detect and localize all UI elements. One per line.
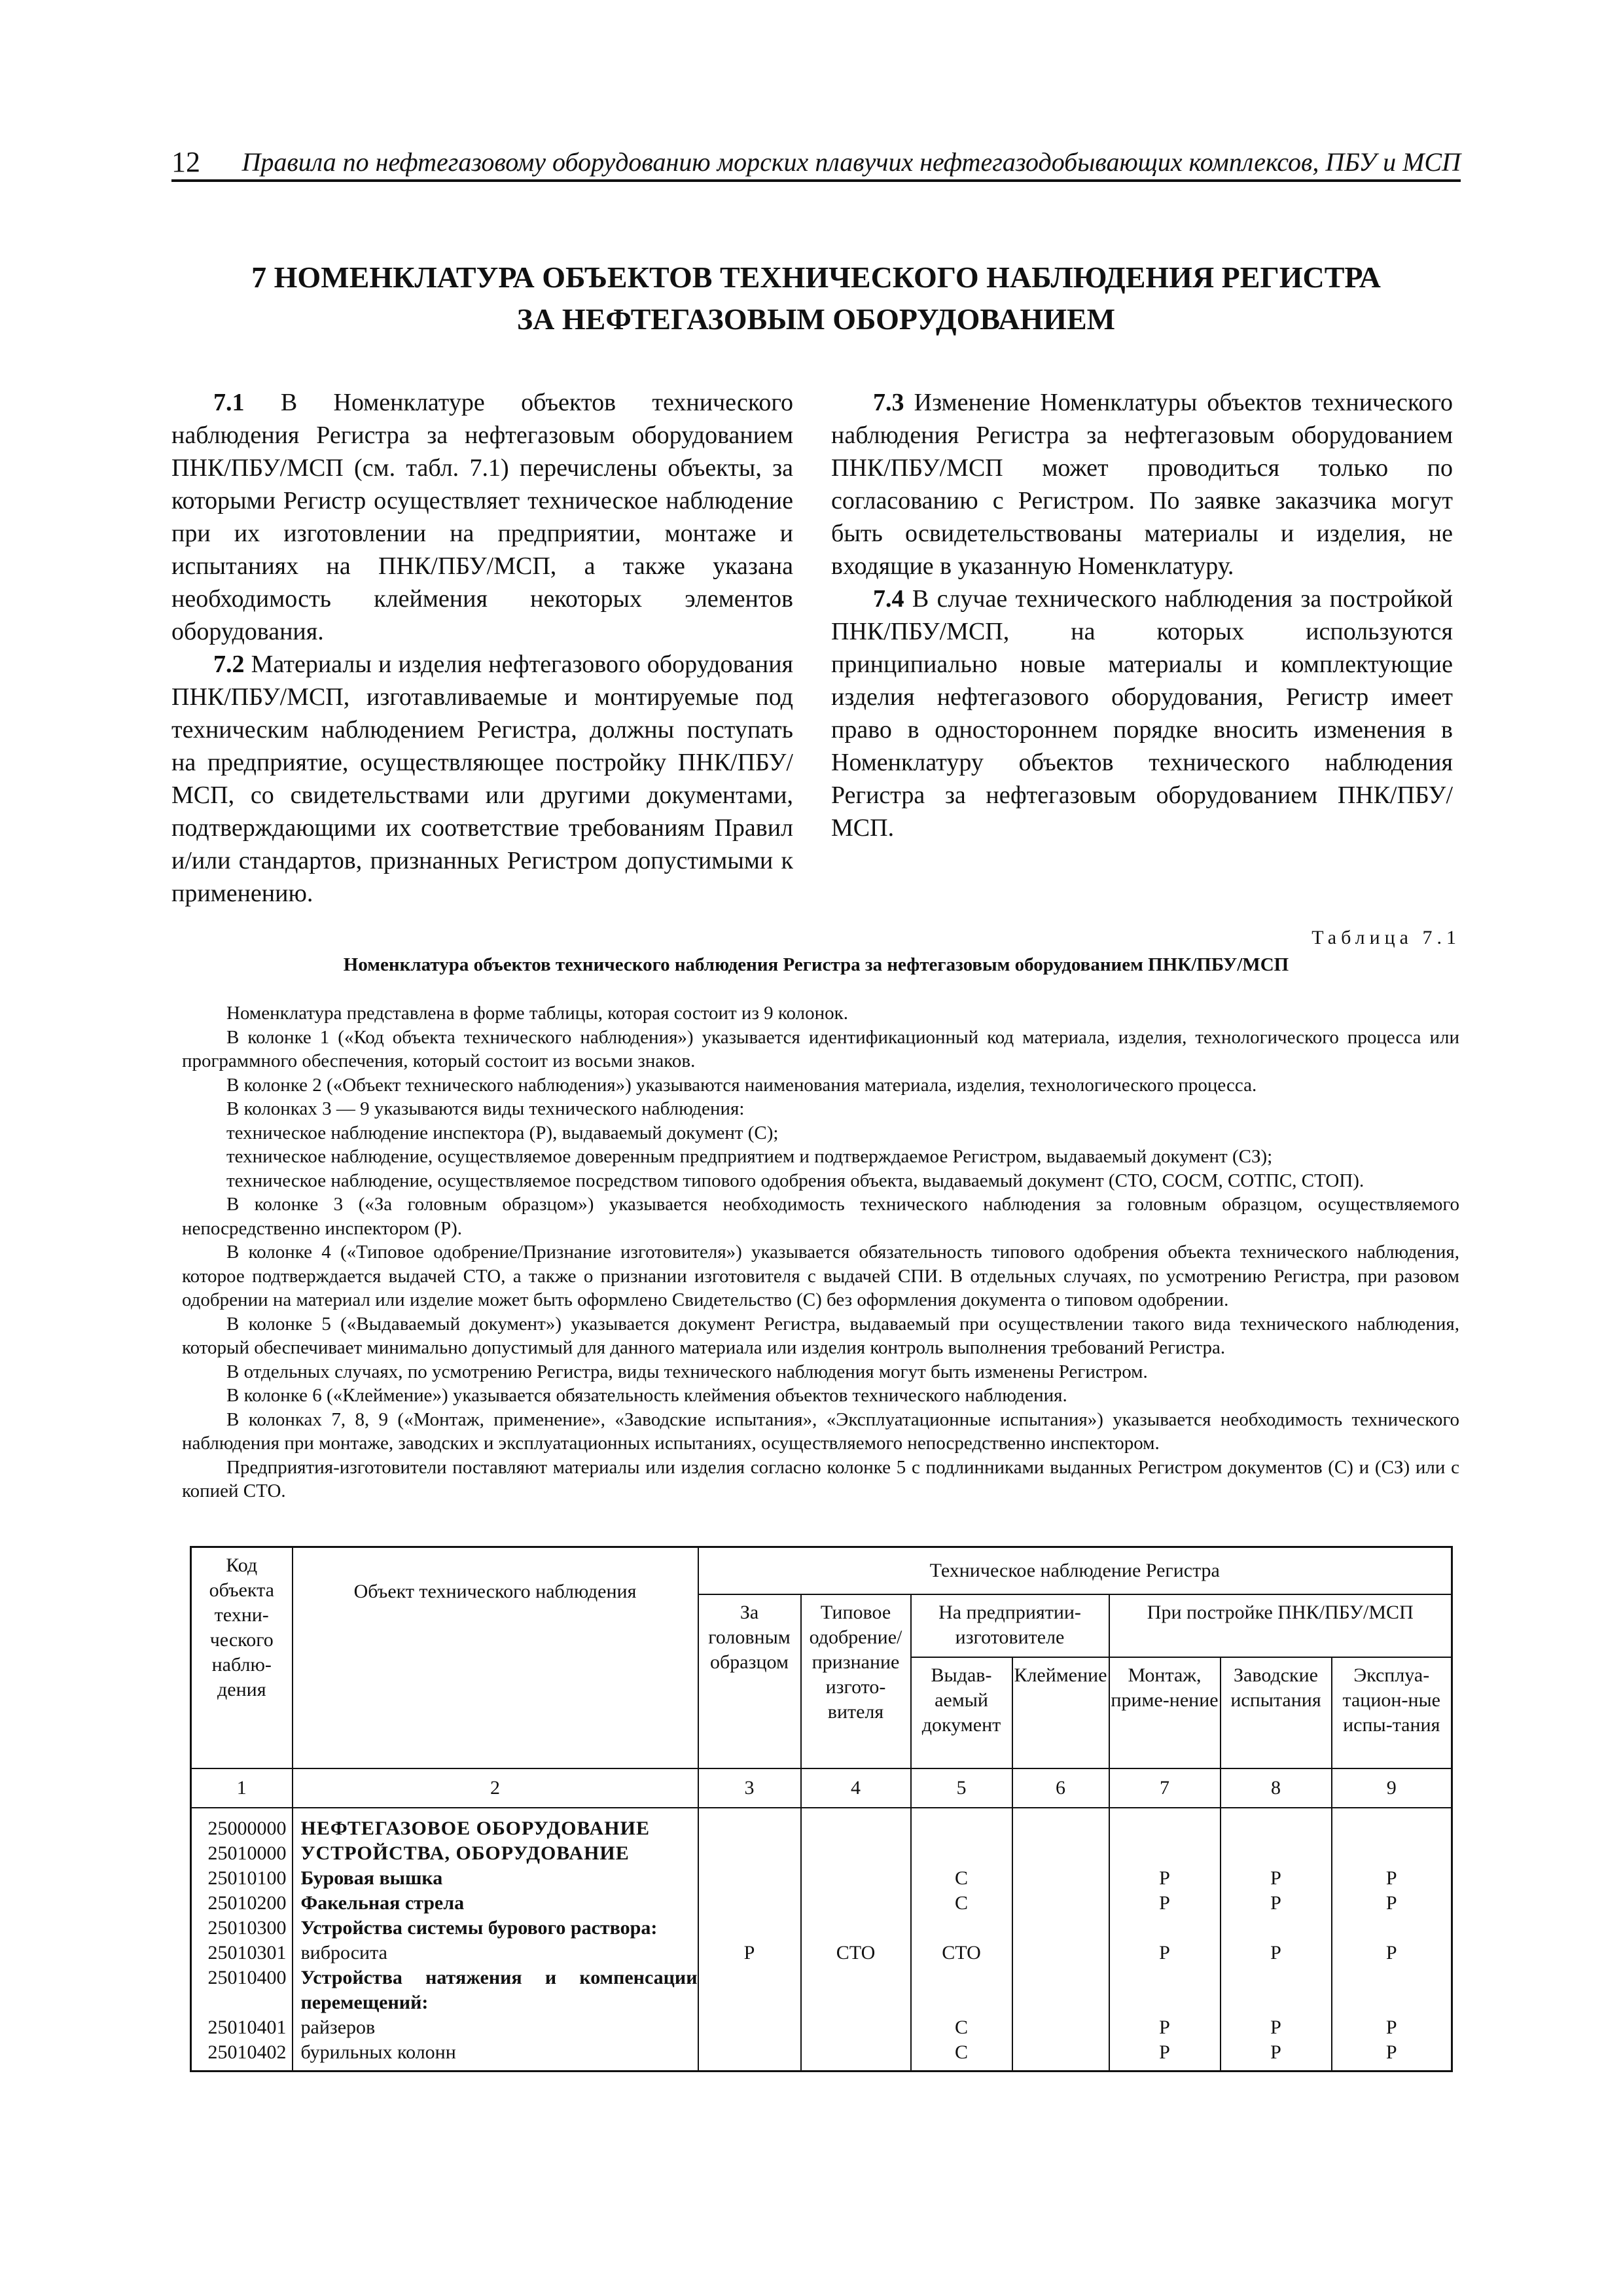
row-name: Устройства системы бурового раствора: [300,1916,658,1939]
note-line: В колонке 5 («Выдаваемый документ») указывается документ Регистра, выдаваемый при осуществлении такого вида технического наблюдения, который обеспечивает минимально допустимый для данного материала или изделия контроль выполнения требований Регистра. [182,1313,1459,1358]
cell [1013,1916,1109,1941]
row-code: 25010000 [207,1842,287,1864]
cell: Р [1270,1941,1281,1964]
cell [1221,1816,1331,1841]
column-number: 4 [801,1768,911,1808]
cell [699,1916,800,1941]
cell [912,1816,1012,1841]
col4-values [801,1808,911,2072]
header-code: Код объекта техни-ческого наблю-дения [191,1547,293,1768]
header-col4: Типовое одобрение/ признание изгото-вителя [801,1594,911,1768]
cell: Р [1385,1867,1397,1889]
cell: Р [1270,1892,1281,1914]
page-number: 12 [171,146,200,178]
cell: С [954,1892,968,1914]
row-name: Устройства натяжения и компенсации перемещений: [300,1966,698,2013]
column-number: 9 [1332,1768,1452,1808]
note-line: В колонке 3 («За головным образцом») указывается необходимость технического наблюдения за головным образцом, осуществляемого непосредственно инспектором (Р). [182,1194,1459,1239]
section-title-line-2: ЗА НЕФТЕГАЗОВЫМ ОБОРУДОВАНИЕМ [516,302,1116,336]
note-line: В колонках 3 — 9 указываются виды технического наблюдения: [226,1098,745,1119]
cell: Р [1385,2016,1397,2038]
cell: Р [743,1941,755,1964]
row-name: вибросита [300,1941,387,1964]
paragraph-text: Изменение Номенклатуры объектов технического наблюдения Регистра за нефтегазовым оборудованием ПНК/ПБУ/МСП может проводиться только по согласованию с Регистром. По заявке заказчика могут быть освидетельствованы материалы и изделия, не входящие в указанную Номенклатуру. [831,389,1453,580]
row-name: Буровая вышка [300,1867,443,1889]
paragraph-7-1 [171,386,793,648]
table-notes [182,1001,1459,1503]
cell [1221,1841,1331,1866]
column-number: 3 [698,1768,801,1808]
cell [912,1841,1012,1866]
cell [1110,1916,1220,1941]
note-line: В колонке 6 («Клеймение») указывается обязательность клеймения объектов технического наблюдения. [226,1385,1067,1406]
paragraph-7-4 [831,583,1453,844]
column-number: 7 [1109,1768,1221,1808]
cell: Р [1159,1892,1170,1914]
cell: С [954,1867,968,1889]
cell [802,1841,910,1866]
paragraph-text: Материалы и изделия нефтегазового оборудования ПНК/ПБУ/МСП, изготавливаемые и монтируемые под техническим наблюдением Регистра, должны поступать на предприятие, осуществляющее постройку ПНК/ПБУ/МСП, со свидетельствами или другими документами, подтверждающими их соответствие требованиям Правил и/или стандартов, признанных Регистром допустимыми к применению. [171,651,794,907]
row-name: райзеров [300,2016,376,2038]
col7-values [1109,1808,1221,2072]
cell [699,2040,800,2065]
cell [1013,1816,1109,1841]
cell [699,1866,800,1891]
cell [1332,1965,1452,2015]
cell [1013,2015,1109,2040]
cell [1221,1916,1331,1941]
cell: Р [1385,1892,1397,1914]
column-number: 5 [911,1768,1012,1808]
cell: Р [1385,2041,1397,2063]
header-col5: Выдав-аемый документ [911,1657,1012,1768]
column-number: 1 [191,1768,293,1808]
cell [912,1965,1012,2015]
note-line: техническое наблюдение, осуществляемое посредством типового одобрения объекта, выдаваемый документ (СТО, СОСМ, СОТПС, СТОП). [226,1170,1364,1191]
cell: С [954,2016,968,2038]
note-line: Номенклатура представлена в форме таблицы, которая состоит из 9 колонок. [226,1003,848,1024]
cell: Р [1159,1941,1170,1964]
cell [1110,1816,1220,1841]
row-code: 25010402 [207,2041,287,2063]
paragraph-7-3 [831,386,1453,583]
code-column [191,1808,293,2072]
note-line: В колонке 2 («Объект технического наблюдения») указываются наименования материала, изделия, технологического процесса. [226,1074,1257,1096]
table-body [191,1808,1452,2072]
note-line: техническое наблюдение, осуществляемое доверенным предприятием и подтверждаемое Регистром, выдаваемый документ (СЗ); [226,1146,1273,1167]
cell [1013,2040,1109,2065]
left-column [171,386,793,910]
cell [699,2015,800,2040]
cell: Р [1159,2016,1170,2038]
column-number: 8 [1221,1768,1332,1808]
nomenclature-table [190,1546,1453,2072]
cell: Р [1159,1867,1170,1889]
cell [699,1965,800,2015]
table-label: Таблица 7.1 [1311,927,1461,948]
right-column [831,386,1453,844]
column-number: 6 [1012,1768,1109,1808]
cell [1332,1916,1452,1941]
paragraph-text: В Номенклатуре объектов технического наблюдения Регистра за нефтегазовым оборудованием ПНК/ПБУ/МСП (см. табл. 7.1) перечислены объекты, за которыми Регистр осуществляет техническое наблюдение при их изготовлении на предприятии, монтаже и испытаниях на ПНК/ПБУ/МСП, а также указана необходимость клеймения некоторых элементов оборудования. [171,389,793,645]
header-construction: При постройке ПНК/ПБУ/МСП [1109,1594,1452,1657]
cell [802,1891,910,1916]
cell: Р [1159,2041,1170,2063]
cell [802,1916,910,1941]
cell [1013,1866,1109,1891]
col8-values [1221,1808,1332,2072]
row-name: бурильных колонн [300,2041,456,2063]
cell [1332,1841,1452,1866]
col5-values [911,1808,1012,2072]
cell: Р [1270,1867,1281,1889]
row-name: НЕФТЕГАЗОВОЕ ОБОРУДОВАНИЕ [300,1817,650,1839]
paragraph-text: В случае технического наблюдения за постройкой ПНК/ПБУ/МСП, на которых используются принципиально новые материалы и комплектующие изделия нефтегазового оборудования, Регистр имеет право в одностороннем порядке вносить изменения в Номенклатуру объектов технического наблюдения Регистра за нефтегазовым оборудованием ПНК/ПБУ/МСП. [831,585,1453,842]
note-line: Предприятия-изготовители поставляют материалы или изделия согласно колонке 5 с подлинниками выданных Регистром документов (С) и (СЗ) или с копией СТО. [182,1456,1459,1501]
header-col7: Монтаж, приме-нение [1109,1657,1221,1768]
cell: С [954,2041,968,2063]
cell [1013,1965,1109,2015]
cell [802,1816,910,1841]
row-code: 25010401 [207,2016,287,2038]
paragraph-number: 7.1 [213,389,245,416]
cell [1013,1841,1109,1866]
header-col8: Заводские испытания [1221,1657,1332,1768]
row-code: 25010200 [207,1892,287,1914]
note-line: В отдельных случаях, по усмотрению Регистра, виды технического наблюдения могут быть изменены Регистром. [226,1361,1148,1382]
paragraph-number: 7.2 [213,651,245,678]
cell [699,1841,800,1866]
table-caption: Номенклатура объектов технического наблюдения Регистра за нефтегазовым оборудованием ПНК/ПБУ/МСП [343,954,1289,975]
paragraph-number: 7.3 [873,389,904,416]
note-line: техническое наблюдение инспектора (Р), выдаваемый документ (С); [226,1122,779,1143]
cell [699,1816,800,1841]
cell: Р [1270,2016,1281,2038]
running-title: Правила по нефтегазовому оборудованию морских плавучих нефтегазодобывающих комплексов, ПБУ и МСП [241,147,1461,177]
cell: Р [1385,1941,1397,1964]
paragraph-number: 7.4 [873,585,904,613]
section-title-line-1: 7 НОМЕНКЛАТУРА ОБЪЕКТОВ ТЕХНИЧЕСКОГО НАБЛЮДЕНИЯ РЕГИСТРА [251,260,1381,294]
col3-values [698,1808,801,2072]
header-manufacturer: На предприятии-изготовителе [911,1594,1109,1657]
header-col6: Клеймение [1012,1657,1109,1768]
col9-values [1332,1808,1452,2072]
column-number: 2 [293,1768,698,1808]
header-col9: Эксплуа-тацион-ные испы-тания [1332,1657,1452,1768]
header-technical-supervision: Техническое наблюдение Регистра [698,1547,1452,1594]
cell [912,1916,1012,1941]
header-object: Объект технического наблюдения [293,1547,698,1768]
cell: СТО [942,1941,981,1964]
note-line: В колонке 1 («Код объекта технического наблюдения») указывается идентификационный код материала, изделия, технологического процесса или программного обеспечения, который состоит из восьми знаков. [182,1026,1459,1071]
object-column [293,1808,698,2072]
cell [1221,1965,1331,2015]
paragraph-7-2 [171,648,793,910]
cell: СТО [836,1941,876,1964]
section-title [171,257,1461,340]
cell: Р [1270,2041,1281,2063]
row-code: 25010400 [207,1966,287,1988]
row-name: Факельная стрела [300,1892,465,1914]
row-code: 25000000 [207,1817,287,1839]
cell [802,1965,910,2015]
cell [802,2040,910,2065]
cell [1013,1941,1109,1965]
row-code: 25010301 [207,1941,287,1964]
cell [1110,1965,1220,2015]
note-line: В колонке 4 («Типовое одобрение/Признание изготовителя») указывается обязательность типового одобрения объекта технического наблюдения, которое подтверждается выдачей СТО, а также о признании изготовителя с выдачей СПИ. В отдельных случаях, по усмотрению Регистра, при разовом одобрении на материал или изделие может быть оформлено Свидетельство (С) без оформления документа о типовом одобрении. [182,1242,1459,1310]
cell [699,1891,800,1916]
cell [802,2015,910,2040]
note-line: В колонках 7, 8, 9 («Монтаж, применение», «Заводские испытания», «Эксплуатационные испытания») указывается необходимость технического наблюдения при монтаже, заводских и эксплуатационных испытаниях, осуществляемого непосредственно инспектором. [182,1408,1459,1454]
row-code: 25010300 [207,1916,287,1939]
cell [802,1866,910,1891]
running-header [171,143,1461,182]
cell [1110,1841,1220,1866]
cell [1013,1891,1109,1916]
row-code: 25010100 [207,1867,287,1889]
col6-values [1012,1808,1109,2072]
row-name: УСТРОЙСТВА, ОБОРУДОВАНИЕ [300,1842,630,1864]
cell [1332,1816,1452,1841]
header-col3: За головным образцом [698,1594,801,1768]
